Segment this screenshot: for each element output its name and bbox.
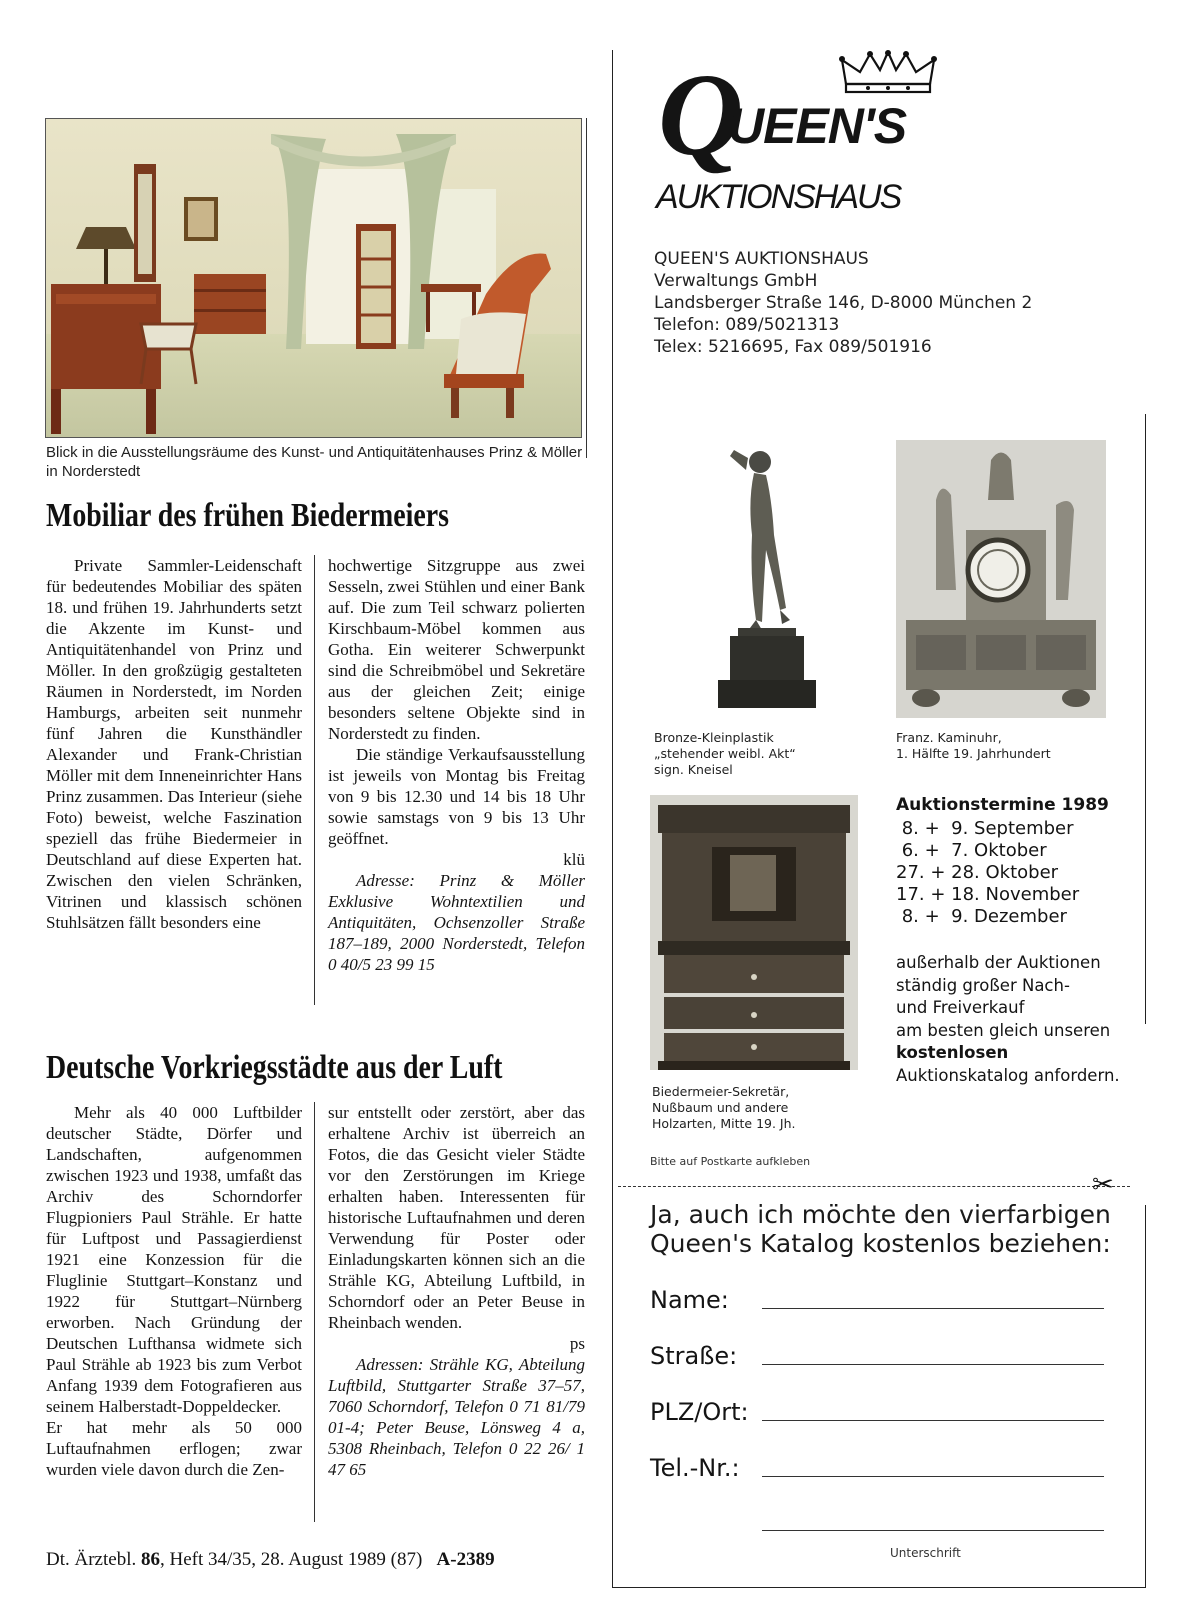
page-number: A-2389 [436,1549,495,1570]
signature-field[interactable] [762,1530,1104,1531]
article1-paragraph: Private Sammler-Leidenschaft für bedeutendes Mobiliar des späten 18. und frühen 19. Jahrhunderts setzt die Akzente im Kunst- und Antiquitätenhandel von Prinz und Möller. In den großzügig gestalteten Räumen in Norderstedt, im Norden Hamburgs, arbeiten seit nunmehr fünf Jahren die Kunsthändler Alexander und Frank-Christian Möller mit dem Inneneinrichter Hans Prinz zusammen. Das Interieur (siehe Foto) beweist, welche Faszination speziell das frühe Biedermeier in Deutschland auf diese Experten hat. Zwischen den vielen Schränken, Vitrinen und klassisch schönen Stuhlsätzen fällt besonders eine [46,556,302,932]
ad-border [612,1587,1146,1588]
article1-address: Adresse: Prinz & Möller Exklusive Wohntextilien und Antiquitäten, Ochsenzoller Straße 187–189, 2000 Norderstedt, Telefon 0 40/5 23 99 15 [328,871,585,974]
city-field-label: PLZ/Ort: [650,1398,749,1426]
company-line: Telefon: 089/5021313 [654,315,840,335]
article2-column1 [46,1102,302,1480]
caption-line: Bronze-Kleinplastik [654,730,774,745]
offer-line: außerhalb der Auktionen [896,953,1101,972]
offer-emphasis: kostenlosen [896,1043,1009,1062]
company-address [654,248,1032,358]
logo-subtitle: AUKTIONSHAUS [656,178,901,216]
coupon-heading [650,1200,1111,1258]
column-rule [314,1102,315,1522]
article2-paragraph: Er hat mehr als 50 000 Luftaufnahmen erflogen; zwar wurden viele davon durch die Zen- [46,1418,302,1479]
offer-line: Auktionskatalog anfordern. [896,1065,1120,1085]
cut-line [618,1186,1130,1187]
offer-line: und Freiverkauf [896,998,1025,1017]
auction-date: 6. + 7. Oktober [896,840,1047,861]
company-line: Verwaltungs GmbH [654,271,818,291]
caption-line: Holzarten, Mitte 19. Jh. [652,1116,796,1131]
caption-clock [896,730,1051,762]
column-rule [314,555,315,1005]
city-field[interactable] [762,1420,1104,1421]
catalog-offer-text [896,952,1120,1087]
offer-line: ständig großer Nach- [896,975,1070,995]
phone-field[interactable] [762,1476,1104,1477]
auction-date: 8. + 9. Dezember [896,906,1067,927]
ad-border [1145,414,1146,1024]
column-rule [586,118,587,458]
mantel-clock-image [896,440,1106,718]
ad-border [612,50,613,1588]
street-field-label: Straße: [650,1342,738,1370]
name-field-label: Name: [650,1286,729,1314]
company-line: Telex: 5216695, Fax 089/501916 [654,337,932,357]
article1-paragraph: hochwertige Sitzgruppe aus zwei Sesseln, zwei Stühlen und einer Bank auf. Die zum Teil schwarz polierten Kirschbaum-Möbel kommen aus Gotha. Ein weiterer Schwerpunkt sind die Schreibmöbel und Sekretäre aus der gleichen Zeit; einige besonders seltene Objekte sind in Norderstedt zu finden. [328,556,585,743]
article1-column2 [328,555,585,975]
headline-luftbilder: Deutsche Vorkriegsstädte aus der Luft [46,1049,503,1086]
company-line: QUEEN'S AUKTIONSHAUS [654,249,869,269]
issue-date: , Heft 34/35, 28. August 1989 (87) [159,1549,423,1570]
article2-address: Adressen: Strähle KG, Abteilung Luftbild, Stuttgarter Straße 37–57, 7060 Schorndorf, Telefon 0 71 81/79 01-4; Peter Beuse, Lönsweg 4 a, 5308 Rheinbach, Telefon 0 22 26/ 1 47 65 [328,1355,585,1479]
bronze-statue-image [690,440,840,718]
postcard-note: Bitte auf Postkarte aufkleben [650,1155,811,1168]
journal-name: Dt. Ärztebl. [46,1549,137,1570]
journal-volume: 86 [140,1549,160,1570]
article2-column2 [328,1102,585,1480]
name-field[interactable] [762,1308,1104,1309]
article2-paragraph: Mehr als 40 000 Luftbilder deutscher Städte, Dörfer und Landschaften, aufgenommen zwischen 1923 und 1938, umfaßt das Archiv des Schorndorfer Flugpioniers Paul Strähle. Er hatte für Luftpost und Passagierdienst 1921 eine Konzession für die Fluglinie Stuttgart–Konstanz und 1922 für Stuttgart–Nürnberg erworben. Nach Gründung der Deutschen Lufthansa widmete sich Paul Strähle ab 1923 bis zum Verbot Anfang 1939 dem Fotografieren aus seinem Halberstadt-Doppeldecker. [46,1103,302,1416]
company-line: Landsberger Straße 146, D-8000 München 2 [654,293,1033,313]
auction-dates-title: Auktionstermine 1989 [896,795,1109,815]
offer-line: am besten gleich unseren [896,1020,1111,1040]
headline-biedermeier: Mobiliar des frühen Biedermeiers [46,497,449,534]
caption-line: Nußbaum und andere [652,1100,789,1115]
caption-line: sign. Kneisel [654,762,733,777]
author-signature: ps [569,1334,585,1353]
logo-letter-q: Q [658,49,742,180]
scissors-icon: ✂ [1092,1170,1114,1199]
ad-border [1145,1205,1146,1588]
caption-line: Franz. Kaminuhr, [896,730,1002,745]
caption-bronze [654,730,796,778]
street-field[interactable] [762,1364,1104,1365]
article1-paragraph: Die ständige Verkaufsausstellung ist jeweils von Montag bis Freitag von 9 bis 12.30 und 14 bis 18 Uhr sowie samstags von 9 bis 13 Uhr geöffnet. [328,745,585,848]
caption-line: „stehender weibl. Akt“ [654,746,796,761]
auction-dates-list [896,818,1079,928]
author-signature: klü [563,850,585,869]
caption-secretary [652,1084,796,1132]
photo-caption: Blick in die Ausstellungsräume des Kunst- und Antiquitätenhauses Prinz & Möller in Norderstedt [46,444,583,480]
showroom-photo [45,118,582,438]
page-footer [46,1549,495,1571]
secretary-image [650,795,858,1070]
signature-label: Unterschrift [890,1546,961,1560]
coupon-heading-line: Ja, auch ich möchte den vierfarbigen [650,1200,1111,1229]
crown-icon [838,50,938,96]
caption-line: Biedermeier-Sekretär, [652,1084,790,1099]
auction-date: 17. + 18. November [896,884,1080,905]
article2-paragraph: sur entstellt oder zerstört, aber das erhaltene Archiv ist überreich an Fotos, die das Gesicht vieler Städte vor den Zerstörungen im Kriege erhalten haben. Interessenten für historische Luftaufnahmen und deren Verwendung für Poster oder Einladungskarten können sich an die Strähle KG, Abteilung Luftbild, in Schorndorf oder an Peter Beuse in Rheinbach wenden. [328,1103,585,1332]
auction-date: 27. + 28. Oktober [896,862,1059,883]
coupon-heading-line: Queen's Katalog kostenlos beziehen: [650,1229,1111,1258]
caption-line: 1. Hälfte 19. Jahrhundert [896,746,1051,761]
phone-field-label: Tel.-Nr.: [650,1454,740,1482]
auction-date: 8. + 9. September [896,818,1074,839]
article1-column1 [46,555,302,933]
logo-wordmark: UEEN'S [728,98,907,154]
